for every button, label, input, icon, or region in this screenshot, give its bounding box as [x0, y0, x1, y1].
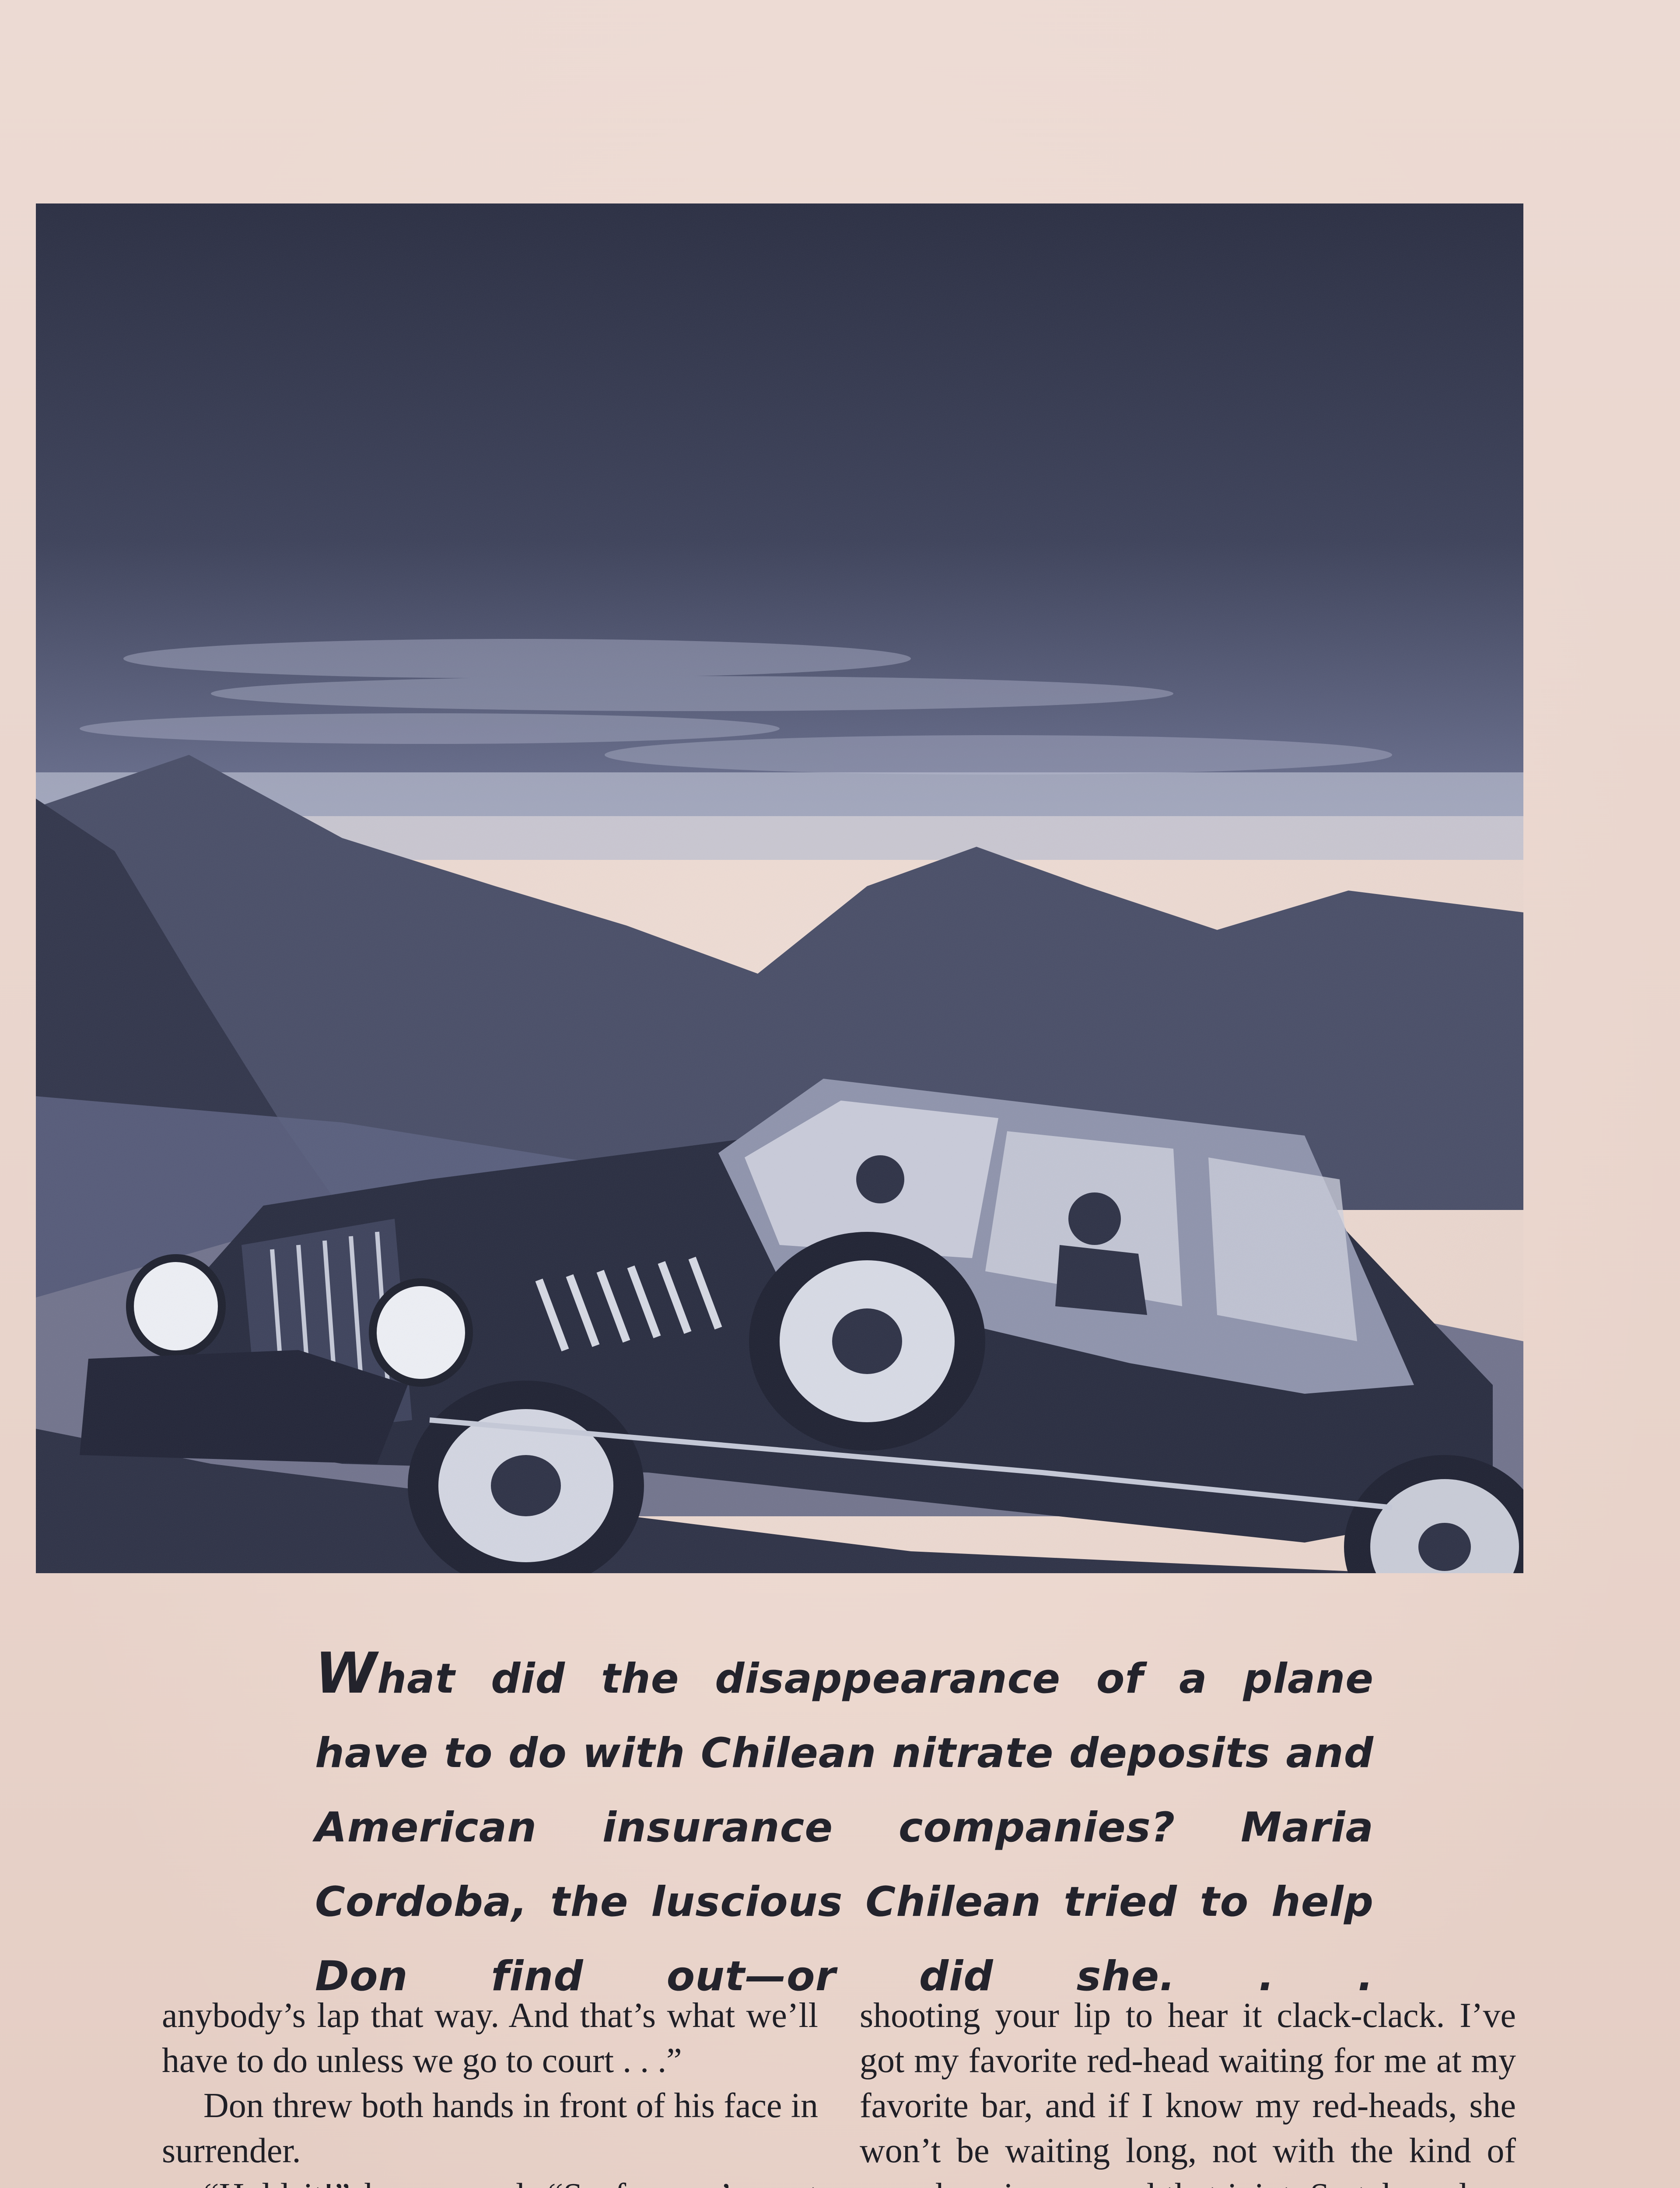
body-paragraph: Don threw both hands in front of his face in surrender. — [162, 2083, 818, 2174]
body-paragraph: shooting your lip to hear it clack-clack. I’ve got my favorite red-head waiting for me at my favorite bar, and if I know my red-heads, she won’t be waiting long, not with the kind of — [860, 1993, 1516, 2188]
blurb-text: hat did the disappearance of a plane have to do with Chilean nitrate deposits and American insurance companies? Maria Cordoba, the luscious Chilean tried to help Don find out—or did she. . . — [315, 1655, 1374, 2000]
blurb-dropcap: W — [315, 1641, 377, 1706]
body-paragraph: anybody’s lap that way. And that’s what we’ll have to do unless we go to court . . .” — [162, 1993, 818, 2083]
